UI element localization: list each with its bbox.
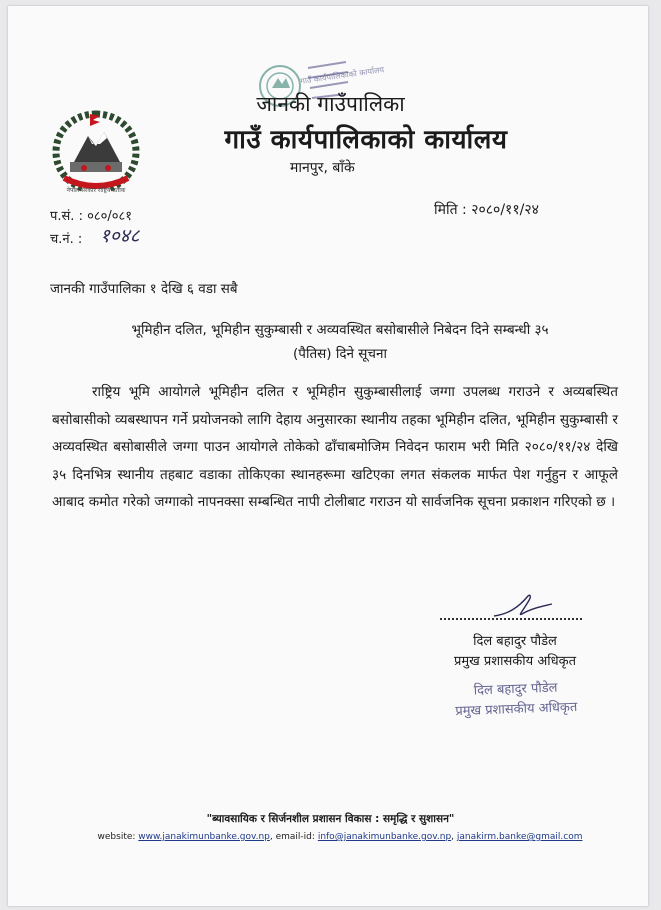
emblem-caption: नेपाल सरकार राष्ट्रिय प्रतीक: [66, 187, 126, 194]
notice-body: राष्ट्रिय भूमि आयोगले भूमिहीन दलित र भूमिहीन सुकुम्बासीलाई जग्गा उपलब्ध गराउने र अव्यबस्थित बसोबासीको व्यबस्थापन गर्ने प्रयोजनको लागि देहाय अनुसारका स्थानीय तहका भूमिहीन दलित, भूमिहीन सुकुम्बासी र अव्यवस्थित बसोबासीले जग्गा पाउन आयोगले तोकेको ढाँचाबमोजिम निवेदन फाराम भरी मिति २०८०/११/२४ देखि ३५ दिनभित्र स्थानीय तहबाट वडाका तोकिएका स्थानहरूमा खटिएका लगत संकलक मार्फत पेश गर्नुहुन र आफूले आबाद कमोत गरेको जग्गाको नापनक्सा सम्बन्धित नापी टोलीबाट गराउन यो सार्वजनिक सूचना प्रकाशन गरिएको छ ।: [52, 384, 618, 510]
office-name: गाउँ कार्यपालिकाको कार्यालय: [224, 125, 508, 155]
patra-sankhya: प.सं. : ०८०/०८१: [50, 209, 133, 224]
stamp-text: गाउँ कार्यपालिकाको कार्यालय: [299, 65, 385, 86]
stamp-title: प्रमुख प्रशासकीय अधिकृत: [455, 699, 578, 720]
signatory-name: दिल बहादुर पौडेल: [473, 634, 557, 649]
signatory-title: प्रमुख प्रशासकीय अधिकृत: [453, 654, 577, 669]
stamp-name: दिल बहादुर पौडेल: [473, 680, 558, 699]
footer-motto: "ब्यावसायिक र सिर्जनशील प्रशासन विकास : समृद्धि र सुशासन": [206, 813, 455, 825]
email-label: , email-id:: [269, 832, 315, 842]
subject-line-1: भूमिहीन दलित, भूमिहीन सुकुम्बासी र अव्यवस्थित बसोबासीले निबेदन दिने सम्बन्धी ३५: [131, 322, 549, 338]
municipality-name: जानकी गाउँपालिका: [256, 92, 405, 116]
signatory-stamp: [439, 677, 592, 722]
email-link-gmail[interactable]: janakirm.banke@gmail.com: [456, 832, 583, 842]
addressee: जानकी गाउँपालिका १ देखि ६ वडा सबै: [50, 281, 238, 297]
signature-icon: [488, 588, 558, 622]
subject: [60, 318, 620, 366]
chalani-number: १०४८: [100, 225, 140, 247]
nepal-emblem-icon: [44, 106, 148, 196]
footer-contact: website: www.janakimunbanke.gov.np, email-id: info@janakimunbanke.gov.np, janakirm.banke@gmail.com: [97, 832, 583, 842]
email-link-info[interactable]: info@janakimunbanke.gov.np: [317, 832, 452, 842]
subject-line-2: (पैतिस) दिने सूचना: [293, 346, 387, 362]
letter-date: मिति : २०८०/११/२४: [434, 202, 539, 218]
signatory-block: [440, 632, 590, 672]
location: मानपुर, बाँके: [290, 160, 355, 176]
chalani-label: च.नं. :: [50, 232, 83, 247]
website-label: website:: [97, 832, 136, 842]
signature-line: [440, 618, 582, 620]
website-link[interactable]: www.janakimunbanke.gov.np: [138, 832, 270, 842]
